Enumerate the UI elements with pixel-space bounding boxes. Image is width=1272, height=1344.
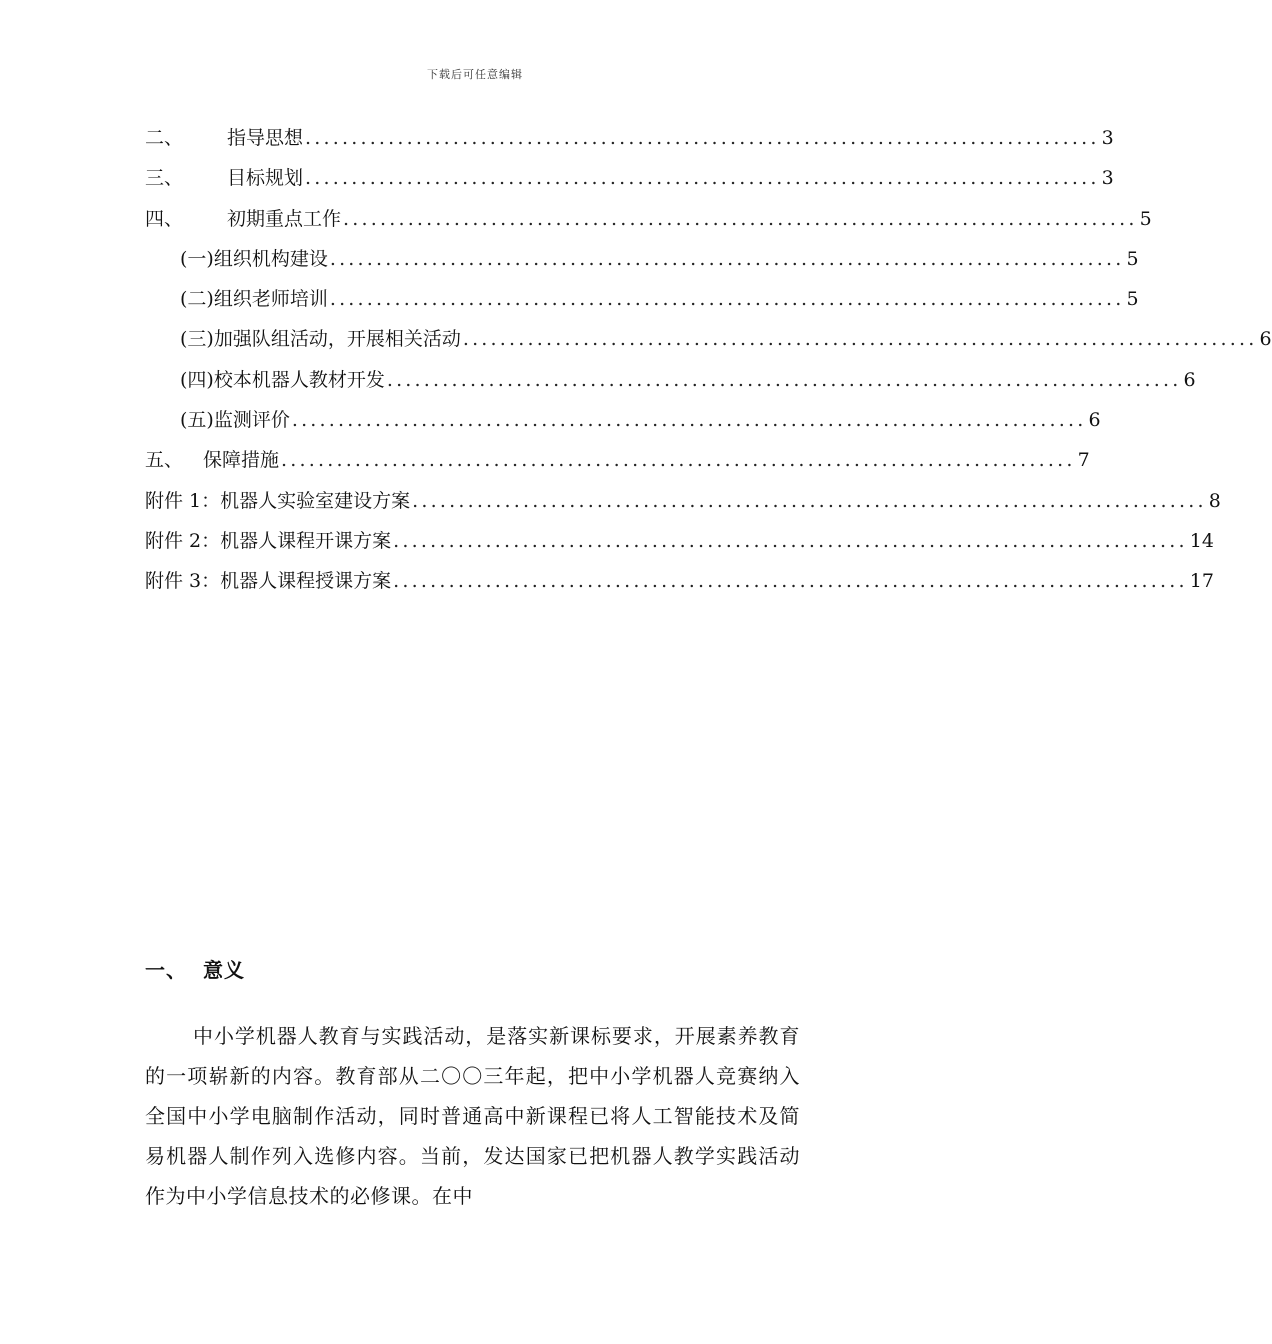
toc-entry-title: (三)加强队组活动，开展相关活动 bbox=[180, 328, 461, 351]
toc-subentry[interactable] bbox=[145, 400, 1101, 440]
section-title: 意义 bbox=[203, 958, 245, 982]
section-number: 一、 bbox=[145, 958, 187, 982]
toc-entry-number: 四、 bbox=[145, 207, 184, 230]
toc-entry-page: 6 bbox=[1088, 409, 1101, 432]
toc-entry-page: 5 bbox=[1126, 288, 1139, 311]
toc-entry-page: 14 bbox=[1189, 529, 1214, 552]
section-heading bbox=[145, 955, 245, 985]
toc-entry-page: 5 bbox=[1139, 207, 1152, 230]
toc-entry-title: (二)组织老师培训 bbox=[180, 288, 328, 311]
toc-entry[interactable] bbox=[145, 199, 1152, 239]
toc-entry-title: 附件 1：机器人实验室建设方案 bbox=[145, 489, 411, 512]
toc-entry[interactable] bbox=[145, 118, 1114, 158]
body-paragraph: 中小学机器人教育与实践活动，是落实新课标要求，开展素养教育的一项崭新的内容。教育部从二〇〇三年起，把中小学机器人竞赛纳入全国中小学电脑制作活动，同时普通高中新课程已将人工智能技术及简易机器人制作列入选修内容。当前，发达国家已把机器人教学实践活动作为中小学信息技术的必修课。在中 bbox=[145, 1024, 800, 1208]
toc-entry-title: (五)监测评价 bbox=[180, 409, 290, 432]
toc-entry-page: 7 bbox=[1077, 449, 1090, 472]
toc-dot-leader: ...................................................................................... bbox=[412, 489, 1207, 512]
toc-entry-title: 目标规划 bbox=[227, 167, 304, 190]
toc-entry[interactable] bbox=[145, 521, 1214, 561]
toc-subentry[interactable] bbox=[145, 319, 1272, 359]
toc-entry-page: 6 bbox=[1183, 368, 1196, 391]
toc-dot-leader: ...................................................................................... bbox=[343, 207, 1138, 230]
toc-entry-page: 3 bbox=[1101, 167, 1114, 190]
toc-entry-title: 附件 3：机器人课程授课方案 bbox=[145, 570, 392, 593]
toc-dot-leader: ...................................................................................... bbox=[462, 328, 1258, 351]
toc-entry-title: 附件 2：机器人课程开课方案 bbox=[145, 529, 392, 552]
toc-entry-number: 二、 bbox=[145, 127, 184, 149]
toc-entry[interactable] bbox=[145, 561, 1214, 601]
toc-subentry[interactable] bbox=[145, 239, 1139, 279]
toc-entry-page: 3 bbox=[1101, 127, 1114, 149]
toc-subentry[interactable] bbox=[145, 279, 1139, 319]
toc-entry[interactable] bbox=[145, 158, 1114, 198]
toc-entry-number: 五、 bbox=[145, 449, 184, 472]
toc-entry-page: 6 bbox=[1259, 328, 1272, 351]
toc-dot-leader: ...................................................................................... bbox=[386, 368, 1182, 391]
toc-entry-title: (一)组织机构建设 bbox=[180, 247, 328, 270]
toc-entry-title: (四)校本机器人教材开发 bbox=[180, 368, 385, 391]
toc-entry-title: 初期重点工作 bbox=[227, 207, 342, 230]
toc-entry-number: 三、 bbox=[145, 167, 184, 190]
table-of-contents bbox=[145, 118, 1272, 602]
toc-entry-page: 8 bbox=[1208, 489, 1221, 512]
toc-dot-leader: ...................................................................................... bbox=[281, 449, 1076, 472]
toc-entry[interactable] bbox=[145, 440, 1090, 480]
toc-entry-page: 5 bbox=[1126, 247, 1139, 270]
toc-dot-leader: ...................................................................................... bbox=[305, 127, 1100, 149]
toc-entry[interactable] bbox=[145, 481, 1221, 521]
toc-dot-leader: ...................................................................................... bbox=[305, 167, 1100, 190]
toc-dot-leader: ...................................................................................... bbox=[291, 409, 1087, 432]
toc-dot-leader: ...................................................................................... bbox=[393, 529, 1188, 552]
toc-dot-leader: ...................................................................................... bbox=[393, 570, 1188, 593]
toc-entry-title: 保障措施 bbox=[203, 449, 280, 472]
toc-subentry[interactable] bbox=[145, 360, 1196, 400]
toc-entry-page: 17 bbox=[1189, 570, 1214, 593]
toc-dot-leader: ...................................................................................... bbox=[329, 247, 1125, 270]
page-header-note: 下载后可任意编辑 bbox=[427, 68, 523, 81]
toc-dot-leader: ...................................................................................... bbox=[329, 288, 1125, 311]
toc-entry-title: 指导思想 bbox=[227, 127, 304, 149]
